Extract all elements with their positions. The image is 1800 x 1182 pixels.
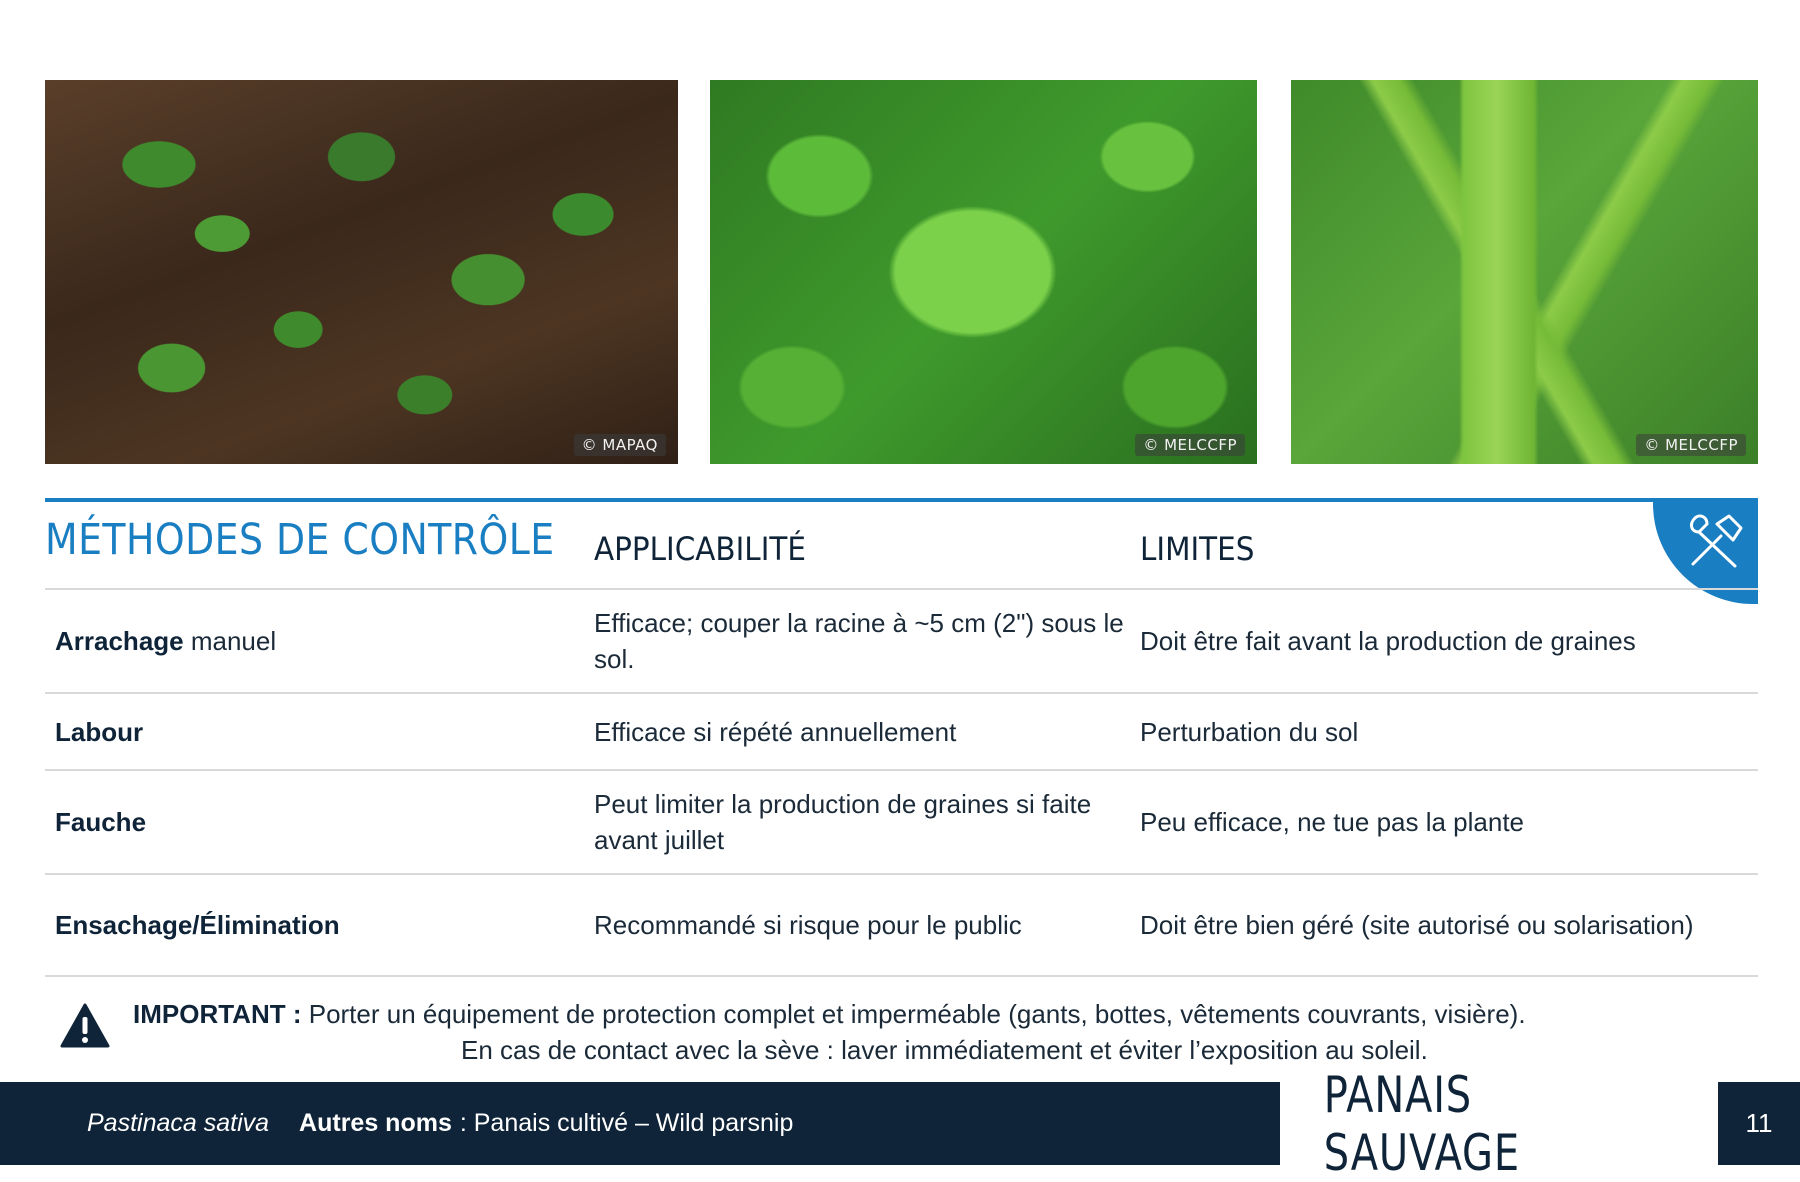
important-line1: Porter un équipement de protection complet et imperméable (gants, bottes, vêtements couvrants, visière). bbox=[301, 999, 1526, 1029]
species-title-box bbox=[1280, 1065, 1718, 1182]
applicability-cell: Efficace si répété annuellement bbox=[594, 716, 957, 747]
applicability-cell: Efficace; couper la racine à ~5 cm (2") sous le sol. bbox=[594, 608, 1124, 674]
method-name: Arrachage bbox=[55, 626, 184, 656]
page-number: 11 bbox=[1745, 1108, 1773, 1138]
method-name: Ensachage/Élimination bbox=[55, 910, 340, 940]
method-cell bbox=[55, 875, 575, 975]
applicability-cell: Peut limiter la production de graines si faite avant juillet bbox=[594, 789, 1092, 855]
table-row bbox=[45, 694, 1758, 769]
footer-names bbox=[87, 1082, 793, 1165]
method-cell bbox=[55, 590, 575, 692]
header-limits: LIMITES bbox=[1140, 530, 1255, 568]
other-names-value: : Panais cultivé – Wild parsnip bbox=[459, 1109, 794, 1137]
important-notice bbox=[133, 996, 1753, 1068]
photo-credit: © MELCCFP bbox=[1135, 434, 1245, 456]
limits-cell: Doit être bien géré (site autorisé ou solarisation) bbox=[1140, 910, 1694, 940]
limits-cell: Peu efficace, ne tue pas la plante bbox=[1140, 807, 1525, 837]
photo-seedlings bbox=[45, 80, 678, 464]
method-name: Labour bbox=[55, 716, 144, 747]
photo-credit: © MAPAQ bbox=[574, 434, 666, 456]
photo-leaves bbox=[710, 80, 1257, 464]
row-divider bbox=[45, 975, 1758, 977]
section-divider bbox=[45, 498, 1758, 502]
important-line2: En cas de contact avec la sève : laver immédiatement et éviter l’exposition au soleil. bbox=[461, 1035, 1428, 1065]
photo-stem bbox=[1291, 80, 1758, 464]
applicability-cell: Recommandé si risque pour le public bbox=[594, 910, 1022, 940]
header-methods: MÉTHODES DE CONTRÔLE bbox=[45, 515, 555, 565]
photo-credit: © MELCCFP bbox=[1636, 434, 1746, 456]
important-label: IMPORTANT : bbox=[133, 999, 302, 1029]
table-row bbox=[45, 590, 1758, 692]
method-name: Fauche bbox=[55, 807, 147, 837]
method-suffix: manuel bbox=[183, 626, 277, 656]
scientific-name: Pastinaca sativa bbox=[87, 1109, 270, 1137]
species-title: PANAIS SAUVAGE bbox=[1323, 1065, 1520, 1182]
method-cell bbox=[55, 771, 575, 873]
footer-bar bbox=[0, 1065, 1800, 1182]
method-cell bbox=[55, 694, 575, 769]
table-row bbox=[45, 771, 1758, 873]
warning-icon bbox=[60, 1003, 110, 1049]
limits-cell: Doit être fait avant la production de graines bbox=[1140, 626, 1636, 656]
other-names-label: Autres noms bbox=[299, 1109, 452, 1137]
tools-icon bbox=[1685, 510, 1747, 572]
table-row bbox=[45, 875, 1758, 975]
limits-cell: Perturbation du sol bbox=[1140, 716, 1359, 747]
header-applicability: APPLICABILITÉ bbox=[594, 530, 806, 568]
